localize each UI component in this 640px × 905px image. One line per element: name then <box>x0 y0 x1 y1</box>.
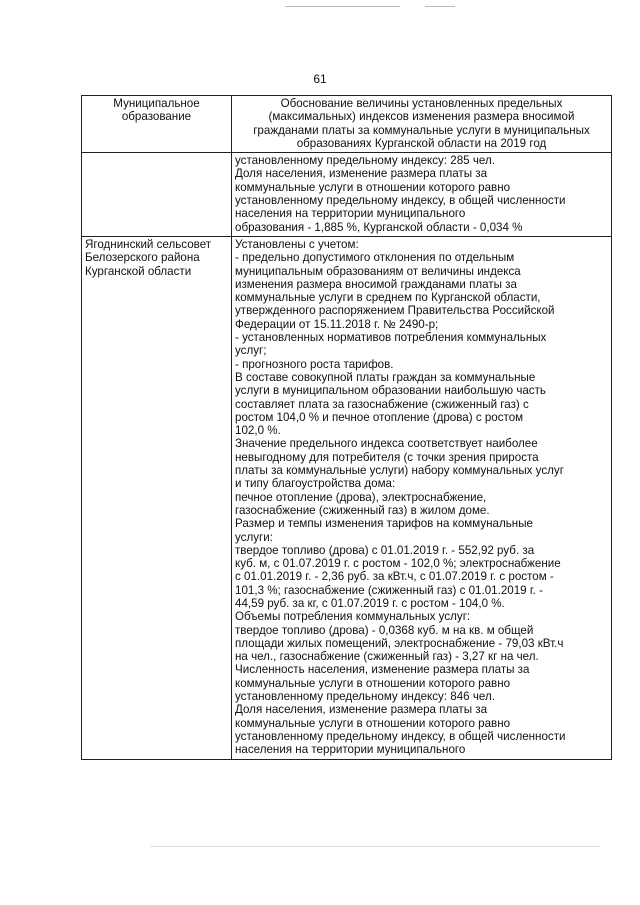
header-justification-line: Обоснование величины установленных предельных <box>280 97 563 110</box>
justification-text-line: на чел., газоснабжение (сжиженный газ) - 3,27 кг на чел. <box>235 650 539 664</box>
cell-justification-yagodninsky <box>232 236 612 759</box>
justification-text-line: Доля населения, изменение размера платы за <box>235 703 488 717</box>
justification-text-line: коммунальные услуги в среднем по Курганской области, <box>235 291 541 305</box>
municipality-name-line: Белозерского района <box>85 251 200 265</box>
justification-text-line: невыгодному для потребителя (с точки зрения прироста <box>235 450 539 464</box>
justification-text-line: В составе совокупной платы граждан за коммунальные <box>235 370 536 384</box>
table-row-continuation <box>82 153 612 237</box>
table-header-row <box>82 96 612 153</box>
continuation-text-line: населения на территории муниципального <box>235 207 466 221</box>
justification-text-line: утвержденного распоряжением Правительства Российской <box>235 304 555 318</box>
justification-text-line: твердое топливо (дрова) с 01.01.2019 г. - 552,92 руб. за <box>235 543 535 557</box>
justification-text-line: коммунальные услуги в отношении которого равно <box>235 676 511 690</box>
justification-text-line: муниципальным образованиям от величины индекса <box>235 264 521 278</box>
justification-text-line: площади жилых помещений, электроснабжение - 79,03 кВт.ч <box>235 636 564 650</box>
page-number: 61 <box>313 72 327 86</box>
justification-text-line: населения на территории муниципального <box>235 743 466 757</box>
justification-text-line: - установленных нормативов потребления коммунальных <box>235 331 547 345</box>
continuation-text-line: образования - 1,885 %, Курганской области - 0,034 % <box>235 220 523 234</box>
scan-mark-top-right <box>425 6 455 7</box>
justification-text-line: куб. м, с 01.07.2019 г. с ростом - 102,0 %; электроснабжение <box>235 557 561 571</box>
justification-text-line: установленному предельному индексу: 846 чел. <box>235 690 495 704</box>
justification-text-line: услуги: <box>235 530 273 544</box>
scan-mark-bottom <box>150 846 600 847</box>
justification-text-line: печное отопление (дрова), электроснабжение, <box>235 490 487 504</box>
justification-text-line: установленному предельному индексу, в общей численности <box>235 729 566 743</box>
header-municipality-line: Муниципальное <box>113 97 200 110</box>
justification-text-line: коммунальные услуги в отношении которого равно <box>235 716 511 730</box>
justification-text-line: газоснабжение (сжиженный газ) в жилом доме. <box>235 503 490 517</box>
justification-text-line: изменения размера вносимой гражданами платы за <box>235 277 517 291</box>
continuation-text-line: коммунальные услуги в отношении которого равно <box>235 180 511 194</box>
justification-text-line: услуги в муниципальном образовании наибольшую часть <box>235 384 546 398</box>
cell-municipality-yagodninsky <box>82 236 232 759</box>
cell-justification-continuation <box>232 153 612 237</box>
justification-text-line: услуг; <box>235 344 267 358</box>
table-row-yagodninsky <box>82 236 612 759</box>
tariff-justification-table <box>81 95 612 760</box>
justification-text-line: Значение предельного индекса соответствует наиболее <box>235 437 538 451</box>
justification-text-line: Установлены с учетом: <box>235 237 359 251</box>
cell-municipality-empty <box>82 153 232 237</box>
header-municipality <box>82 96 232 153</box>
header-justification-line: образованиях Курганской области на 2019 год <box>296 136 547 150</box>
header-justification-line: гражданами платы за коммунальные услуги в муниципальных <box>253 123 590 137</box>
justification-text-line: 101,3 %; газоснабжение (сжиженный газ) с 01.01.2019 г. - <box>235 583 543 597</box>
justification-text-line: Размер и темпы изменения тарифов на коммунальные <box>235 517 533 531</box>
municipality-name-line: Ягоднинский сельсовет <box>85 237 212 251</box>
justification-text-line: твердое топливо (дрова) - 0,0368 куб. м на кв. м общей <box>235 623 534 637</box>
justification-text-line: Численность населения, изменение размера платы за <box>235 663 530 677</box>
header-municipality-line: образование <box>121 110 192 124</box>
justification-text-line: платы за коммунальные услуги) набору коммунальных услуг <box>235 464 564 478</box>
justification-text-line: составляет плата за газоснабжение (сжиженный газ) с <box>235 397 529 411</box>
justification-text-line: Объемы потребления коммунальных услуг: <box>235 610 471 624</box>
justification-text-line: Федерации от 15.11.2018 г. № 2490-р; <box>235 317 439 331</box>
justification-text-line: - прогнозного роста тарифов. <box>235 357 394 371</box>
header-justification-line: (максимальных) индексов изменения размера вносимой <box>268 110 575 124</box>
justification-text-line: - предельно допустимого отклонения по отдельным <box>235 251 515 265</box>
justification-text-line: и типу благоустройства дома: <box>235 477 396 491</box>
continuation-text-line: Доля населения, изменение размера платы за <box>235 167 488 181</box>
continuation-text-line: установленному предельному индексу, в общей численности <box>235 194 566 208</box>
justification-text-line: 102,0 %. <box>235 424 281 438</box>
justification-text-line: с 01.01.2019 г. - 2,36 руб. за кВт.ч, с 01.07.2019 г. с ростом - <box>235 570 554 584</box>
justification-text-line: ростом 104,0 % и печное отопление (дрова) с ростом <box>235 410 524 424</box>
scan-mark-top-left <box>285 6 400 7</box>
header-justification <box>232 96 612 153</box>
justification-text-line: 44,59 руб. за кг, с 01.07.2019 г. с ростом - 104,0 %. <box>235 596 505 610</box>
continuation-text-line: установленному предельному индексу: 285 чел. <box>235 154 495 168</box>
municipality-name-line: Курганской области <box>85 264 192 278</box>
